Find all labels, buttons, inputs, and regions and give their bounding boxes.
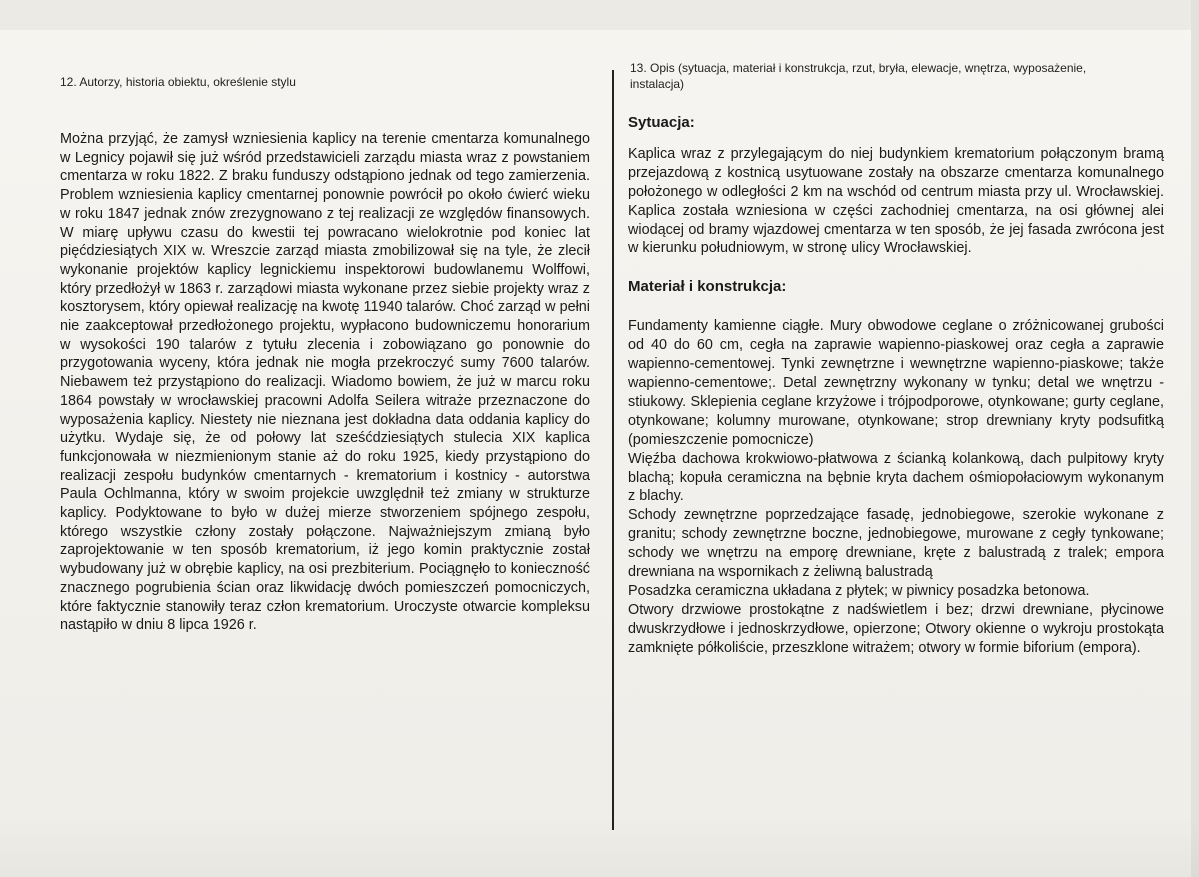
history-paragraph: Można przyjąć, że zamysł wzniesienia kaplicy na terenie cmentarza komunalnego w Legnicy pojawił się już wśród przedstawicieli zarządu miasta wraz z powstaniem cmentarza w roku 1822. Z braku funduszy odstąpiono jednak od tego zamierzenia. Problem wzniesienia kaplicy cmentarnej ponownie powrócił po około ćwierć wieku w roku 1847 jednak znów zrezygnowano z tej realizacji ze względów finansowych. W miarę upływu czasu do kwestii tej powracano wielokrotnie pod koniec lat pięćdziesiątych XIX w. Wreszcie zarząd miasta zmobilizował się na tyle, że zlecił wykonanie projektów kaplicy legnickiemu inspektorowi budowlanemu Wolffowi, który przedłożył w 1863 r. zarządowi miasta wykonane przez siebie projekty wraz z kosztorysem, który opiewał realizację na kwotę 11940 talarów. Choć zarząd w pełni nie zaakceptował przedłożonego projektu, wypłacono budowniczemu honorarium w wysokości 190 talarów z tytułu zlecenia i zobowiązano go ponownie do przygotowania wyceny, która jednak nie mogła przekroczyć sumy 7600 talarów. Niebawem też przystąpiono do realizacji. Wiadomo bowiem, że już w marcu roku 1864 powstały w wrocławskiej pracowni Adolfa Seilera witraże przeznaczone do wyposażenia kaplicy. Niestety nie nieznana jest dokładna data oddania kaplicy do użytku. Wydaje się, że od połowy lat sześćdziesiątych stulecia XIX kaplica funkcjonowała w niezmienionym stanie aż do roku 1925, kiedy przystąpiono do realizacji zespołu budynków cmentarnych - krematorium i kostnicy - autorstwa Paula Ochlmanna, który w swoim projekcie uwzględnił też zmiany w strukturze kaplicy. Podyktowane to było w dużej mierze stworzeniem spójnego zespołu, którego wszystkie człony zostały połączone. Najważniejszym zmianą było zaprojektowanie w ten sposób krematorium, iż jego komin praktycznie został wybudowany już w obrębie kaplicy, na osi prezbiterium. Pociągnęło to konieczność znacznego pogrubienia ścian oraz likwidację dwóch pomieszczeń pomocniczych, które faktycznie stanowiły teraz człon krematorium. Uroczyste otwarcie kompleksu nastąpiło w dniu 8 lipca 1926 r.	[60, 131, 590, 634]
sytuacja-text: Kaplica wraz z przylegającym do niej budynkiem krematorium połączonym bramą przejazdową z kostnicą usytuowane zostały na obszarze cmentarza komunalnego położonego w odległości 2 km na wschód od centrum miasta przy ul. Wrocławskiej. Kaplica została wzniesiona w części zachodniej cmentarza, na osi głównej alei wiodącej od bramy wjazdowej cmentarza w ten sposób, że jej fasada zwrócona jest w kierunku południowym, w stronę ulicy Wrocławskiej.	[628, 145, 1164, 257]
description-text	[628, 114, 1164, 658]
column-divider	[612, 70, 614, 830]
scan-right-edge	[1191, 0, 1199, 877]
material-paragraph-1: Fundamenty kamienne ciągłe. Mury obwodowe ceglane o zróżnicowanej grubości od 40 do 60 cm, cegła na zaprawie wapienno-piaskowej oraz cegła a zaprawie wapienno-cementowej. Tynki zewnętrzne i wewnętrzne wapienno-piaskowe; także wapienno-cementowe;. Detal zewnętrzny wykonany w tynku; detal we wnętrzu - stiukowy. Sklepienia ceglane krzyżowe i trójpodporowe, otynkowane; gurty ceglane, otynkowane; kolumny murowane, otynkowane; strop drewniany kryty podsufitką (pomieszczenie pomocnicze)	[628, 318, 1164, 448]
scan-top-band	[0, 0, 1199, 30]
sytuacja-title: Sytuacja:	[628, 114, 695, 131]
material-paragraph-5: Otwory drzwiowe prostokątne z nadświetlem i bez; drzwi drewniane, płycinowe dwuskrzydłowe i jednoskrzydłowe, opierzone; Otwory okienne o wykroju prostokąta zamknięte półkoliście, przeszklone witrażem; otwory w formie biforium (empora).	[628, 601, 1164, 656]
material-paragraph-2: Więźba dachowa krokwiowo-płatwowa z ścianką kolankową, dach pulpitowy kryty blachą; kopuła ceramiczna na bębnie kryta dachem ośmiopołaciowym wykonanym z blachy.	[628, 450, 1164, 505]
section-13-heading: 13. Opis (sytuacja, materiał i konstrukcja, rzut, bryła, elewacje, wnętrza, wyposażenie, instalacja)	[630, 61, 1087, 91]
material-title: Materiał i konstrukcja:	[628, 278, 787, 296]
left-column	[60, 74, 590, 635]
history-text	[60, 130, 590, 635]
right-column	[628, 60, 1164, 658]
material-paragraph-3: Schody zewnętrzne poprzedzające fasadę, jednobiegowe, szerokie wykonane z granitu; schody zewnętrzne boczne, jednobiegowe, murowane z cegły tynkowane; schody we wnętrzu na emporę drewniane, kręte z balustradą z tralek; empora drewniana na wspornikach z żeliwną balustradą	[628, 507, 1164, 581]
section-12-heading: 12. Autorzy, historia obiektu, określenie stylu	[60, 75, 296, 89]
material-paragraph-4: Posadzka ceramiczna układana z płytek; w piwnicy posadzka betonowa.	[628, 582, 1090, 599]
scan-bottom-shade	[0, 817, 1199, 877]
